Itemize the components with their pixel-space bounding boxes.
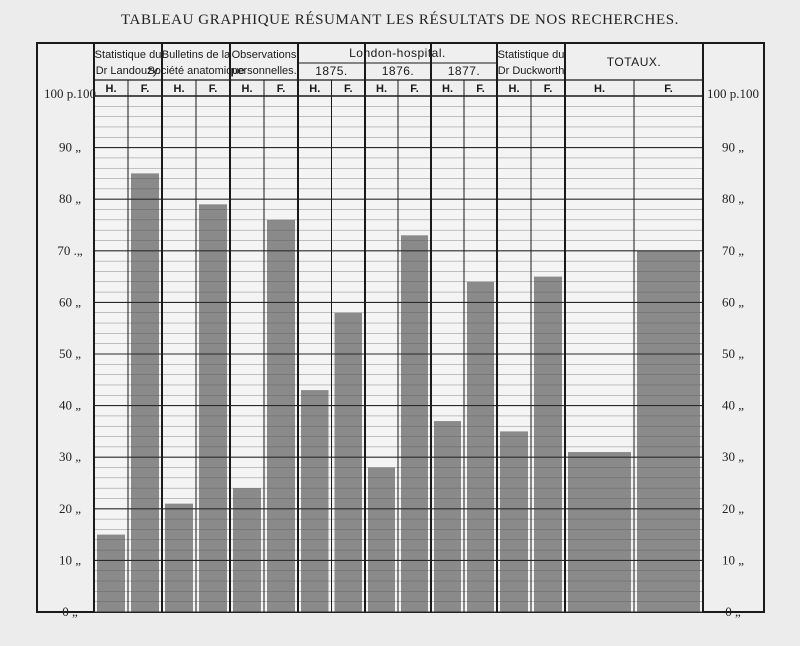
group-header-3-line-1: Observations xyxy=(231,49,297,61)
bar-f-group-7 xyxy=(534,277,562,612)
bar-label-f-group-8: F. xyxy=(664,83,673,95)
y-tick-left: 50 „ xyxy=(58,346,82,361)
bar-label-h-group-5: H. xyxy=(376,83,387,95)
y-tick-left: 70 .„ xyxy=(57,242,83,258)
year-label-2: 1876. xyxy=(381,64,415,78)
bar-label-f-group-3: F. xyxy=(276,83,286,95)
bar-label-f-group-5: F. xyxy=(410,83,419,95)
y-tick-left: 40 „ xyxy=(58,397,82,413)
y-tick-right: 70 „ xyxy=(721,242,745,258)
y-tick-right: 10 „ xyxy=(721,552,745,568)
y-tick-left: 10 „ xyxy=(58,552,82,568)
group-header-2-line-1: Bulletins de la xyxy=(161,49,231,61)
bar-label-f-group-1: F. xyxy=(140,83,150,95)
y-tick-right: 60 „ xyxy=(721,294,745,310)
y-tick-right: 90 „ xyxy=(721,139,745,155)
bar-label-h-group-7: H. xyxy=(508,83,520,95)
group-header-3-line-2: personnelles. xyxy=(231,65,297,77)
y-tick-right: 50 „ xyxy=(721,346,745,361)
y-tick-left: 100 p.100 xyxy=(44,86,96,101)
y-tick-left: 60 „ xyxy=(58,294,82,310)
group-header-2-line-2: Société anatomique xyxy=(147,65,245,77)
bar-label-h-group-6: H. xyxy=(442,83,453,95)
bar-h-group-4 xyxy=(301,390,329,612)
group-header-totaux: TOTAUX. xyxy=(606,55,662,69)
bar-h-group-8 xyxy=(568,452,631,612)
bar-label-f-group-6: F. xyxy=(476,83,485,95)
y-tick-left: 90 „ xyxy=(58,139,82,155)
bar-f-group-4 xyxy=(335,313,363,612)
group-header-london-hospital: London-hospital. xyxy=(349,46,446,60)
y-tick-left: 20 „ xyxy=(58,500,82,516)
bar-label-h-group-4: H. xyxy=(309,83,321,95)
bar-label-h-group-1: H. xyxy=(105,83,117,95)
group-header-1-line-1: Statistique du xyxy=(94,49,162,61)
bar-h-group-7 xyxy=(500,431,528,612)
y-tick-right: 100 p.100 xyxy=(707,86,759,101)
y-tick-right: 80 „ xyxy=(721,191,745,207)
y-tick-right: 20 „ xyxy=(721,500,745,516)
y-tick-left: 80 „ xyxy=(58,191,82,207)
y-tick-right: 0 „ xyxy=(725,604,741,619)
bar-label-h-group-3: H. xyxy=(241,83,253,95)
y-tick-right: 40 „ xyxy=(721,397,745,413)
bar-h-group-2 xyxy=(165,504,193,612)
group-header-7-line-2: Dr Duckworth xyxy=(497,65,565,77)
chart-title: TABLEAU GRAPHIQUE RÉSUMANT LES RÉSULTATS DE NOS RECHERCHES. xyxy=(120,12,680,28)
group-header-7-line-1: Statistique du xyxy=(497,49,565,61)
bar-label-f-group-7: F. xyxy=(543,83,553,95)
group-header-1-line-2: Dr Landouzy. xyxy=(95,65,161,77)
bar-label-f-group-2: F. xyxy=(208,83,218,95)
bar-h-group-1 xyxy=(97,535,125,612)
bar-label-h-group-2: H. xyxy=(173,83,185,95)
y-tick-right: 30 „ xyxy=(721,449,745,465)
bar-f-group-5 xyxy=(401,235,428,612)
y-tick-left: 0 „ xyxy=(62,604,78,619)
year-label-3: 1877. xyxy=(447,64,481,78)
bar-label-f-group-4: F. xyxy=(343,83,353,95)
bar-label-h-group-8: H. xyxy=(594,83,605,95)
y-tick-left: 30 „ xyxy=(58,449,82,465)
bar-f-group-2 xyxy=(199,204,227,612)
bar-f-group-1 xyxy=(131,173,159,612)
bar-h-group-6 xyxy=(434,421,461,612)
bar-f-group-8 xyxy=(637,251,700,612)
year-label-1: 1875. xyxy=(315,64,348,78)
